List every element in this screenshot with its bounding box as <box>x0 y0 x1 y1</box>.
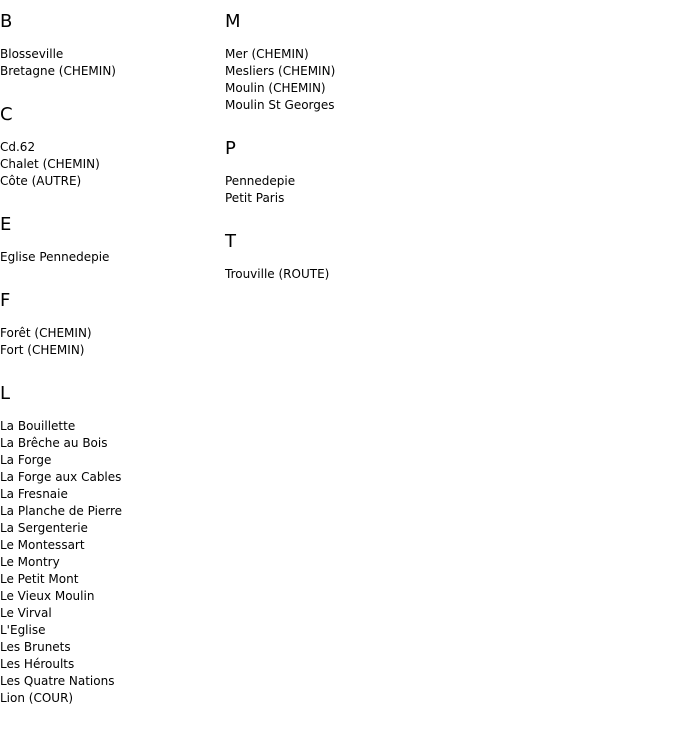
street-link[interactable]: Chalet (CHEMIN) <box>0 157 100 171</box>
street-list-item[interactable] <box>0 673 220 690</box>
letter-heading: E <box>0 214 12 235</box>
street-link[interactable]: La Sergenterie <box>0 521 88 535</box>
letter-group-m <box>225 12 445 114</box>
street-link[interactable]: Le Petit Mont <box>0 572 79 586</box>
street-index-column-right <box>225 0 445 308</box>
street-link[interactable]: Trouville (ROUTE) <box>225 267 330 281</box>
street-list <box>225 173 445 207</box>
street-list <box>225 46 445 114</box>
street-list <box>0 46 220 80</box>
street-link[interactable]: Le Vieux Moulin <box>0 589 95 603</box>
street-list <box>225 266 445 283</box>
letter-heading: P <box>225 138 236 159</box>
street-list <box>0 418 220 707</box>
street-list-item[interactable] <box>0 588 220 605</box>
street-link[interactable]: Côte (AUTRE) <box>0 174 82 188</box>
letter-group-p <box>225 139 445 207</box>
letter-group-e <box>0 215 220 266</box>
letter-heading: L <box>0 383 11 404</box>
letter-group-f <box>0 291 220 359</box>
street-list-item[interactable] <box>0 486 220 503</box>
street-link[interactable]: La Forge aux Cables <box>0 470 122 484</box>
street-list-item[interactable] <box>0 520 220 537</box>
street-link[interactable]: La Brêche au Bois <box>0 436 108 450</box>
street-list-item[interactable] <box>225 266 445 283</box>
street-list-item[interactable] <box>0 469 220 486</box>
street-list-item[interactable] <box>0 46 220 63</box>
street-link[interactable]: Mesliers (CHEMIN) <box>225 64 336 78</box>
street-list-item[interactable] <box>0 690 220 707</box>
street-link[interactable]: La Forge <box>0 453 52 467</box>
street-list-item[interactable] <box>0 139 220 156</box>
street-list-item[interactable] <box>0 605 220 622</box>
street-link[interactable]: La Planche de Pierre <box>0 504 123 518</box>
street-link[interactable]: Le Montry <box>0 555 60 569</box>
street-link[interactable]: Eglise Pennedepie <box>0 250 110 264</box>
street-link[interactable]: Fort (CHEMIN) <box>0 343 85 357</box>
street-list <box>0 139 220 190</box>
street-list-item[interactable] <box>225 80 445 97</box>
street-link[interactable]: Cd.62 <box>0 140 36 154</box>
street-list-item[interactable] <box>0 571 220 588</box>
letter-heading: T <box>225 231 236 252</box>
street-link[interactable]: Forêt (CHEMIN) <box>0 326 92 340</box>
street-link[interactable]: Lion (COUR) <box>0 691 74 705</box>
street-list-item[interactable] <box>0 622 220 639</box>
street-list-item[interactable] <box>225 173 445 190</box>
street-list-item[interactable] <box>0 63 220 80</box>
street-link[interactable]: Les Quatre Nations <box>0 674 115 688</box>
street-list <box>0 249 220 266</box>
street-link[interactable]: Le Montessart <box>0 538 85 552</box>
street-list-item[interactable] <box>225 190 445 207</box>
street-list-item[interactable] <box>0 503 220 520</box>
letter-heading: F <box>0 290 11 311</box>
street-list-item[interactable] <box>0 156 220 173</box>
street-list-item[interactable] <box>0 325 220 342</box>
street-list-item[interactable] <box>0 537 220 554</box>
street-link[interactable]: Pennedepie <box>225 174 296 188</box>
street-link[interactable]: Mer (CHEMIN) <box>225 47 309 61</box>
street-list-item[interactable] <box>0 418 220 435</box>
letter-heading: M <box>225 11 241 32</box>
street-list-item[interactable] <box>0 173 220 190</box>
street-link[interactable]: Moulin St Georges <box>225 98 335 112</box>
street-link[interactable]: Bretagne (CHEMIN) <box>0 64 116 78</box>
letter-group-b <box>0 12 220 80</box>
street-link[interactable]: Le Virval <box>0 606 52 620</box>
street-list-item[interactable] <box>0 435 220 452</box>
street-link[interactable]: Moulin (CHEMIN) <box>225 81 326 95</box>
street-list-item[interactable] <box>0 656 220 673</box>
street-link[interactable]: L'Eglise <box>0 623 46 637</box>
street-list-item[interactable] <box>0 554 220 571</box>
street-link[interactable]: La Bouillette <box>0 419 76 433</box>
street-link[interactable]: Les Héroults <box>0 657 75 671</box>
street-link[interactable]: La Fresnaie <box>0 487 68 501</box>
street-list-item[interactable] <box>225 46 445 63</box>
street-list-item[interactable] <box>0 639 220 656</box>
street-link[interactable]: Blosseville <box>0 47 64 61</box>
street-list-item[interactable] <box>0 342 220 359</box>
street-list-item[interactable] <box>0 452 220 469</box>
letter-heading: C <box>0 104 13 125</box>
street-link[interactable]: Les Brunets <box>0 640 71 654</box>
street-list-item[interactable] <box>0 249 220 266</box>
letter-group-c <box>0 105 220 190</box>
letter-heading: B <box>0 11 13 32</box>
letter-group-t <box>225 232 445 283</box>
street-list <box>0 325 220 359</box>
street-list-item[interactable] <box>225 97 445 114</box>
street-link[interactable]: Petit Paris <box>225 191 285 205</box>
street-index-column-left <box>0 0 220 732</box>
street-list-item[interactable] <box>225 63 445 80</box>
letter-group-l <box>0 384 220 707</box>
